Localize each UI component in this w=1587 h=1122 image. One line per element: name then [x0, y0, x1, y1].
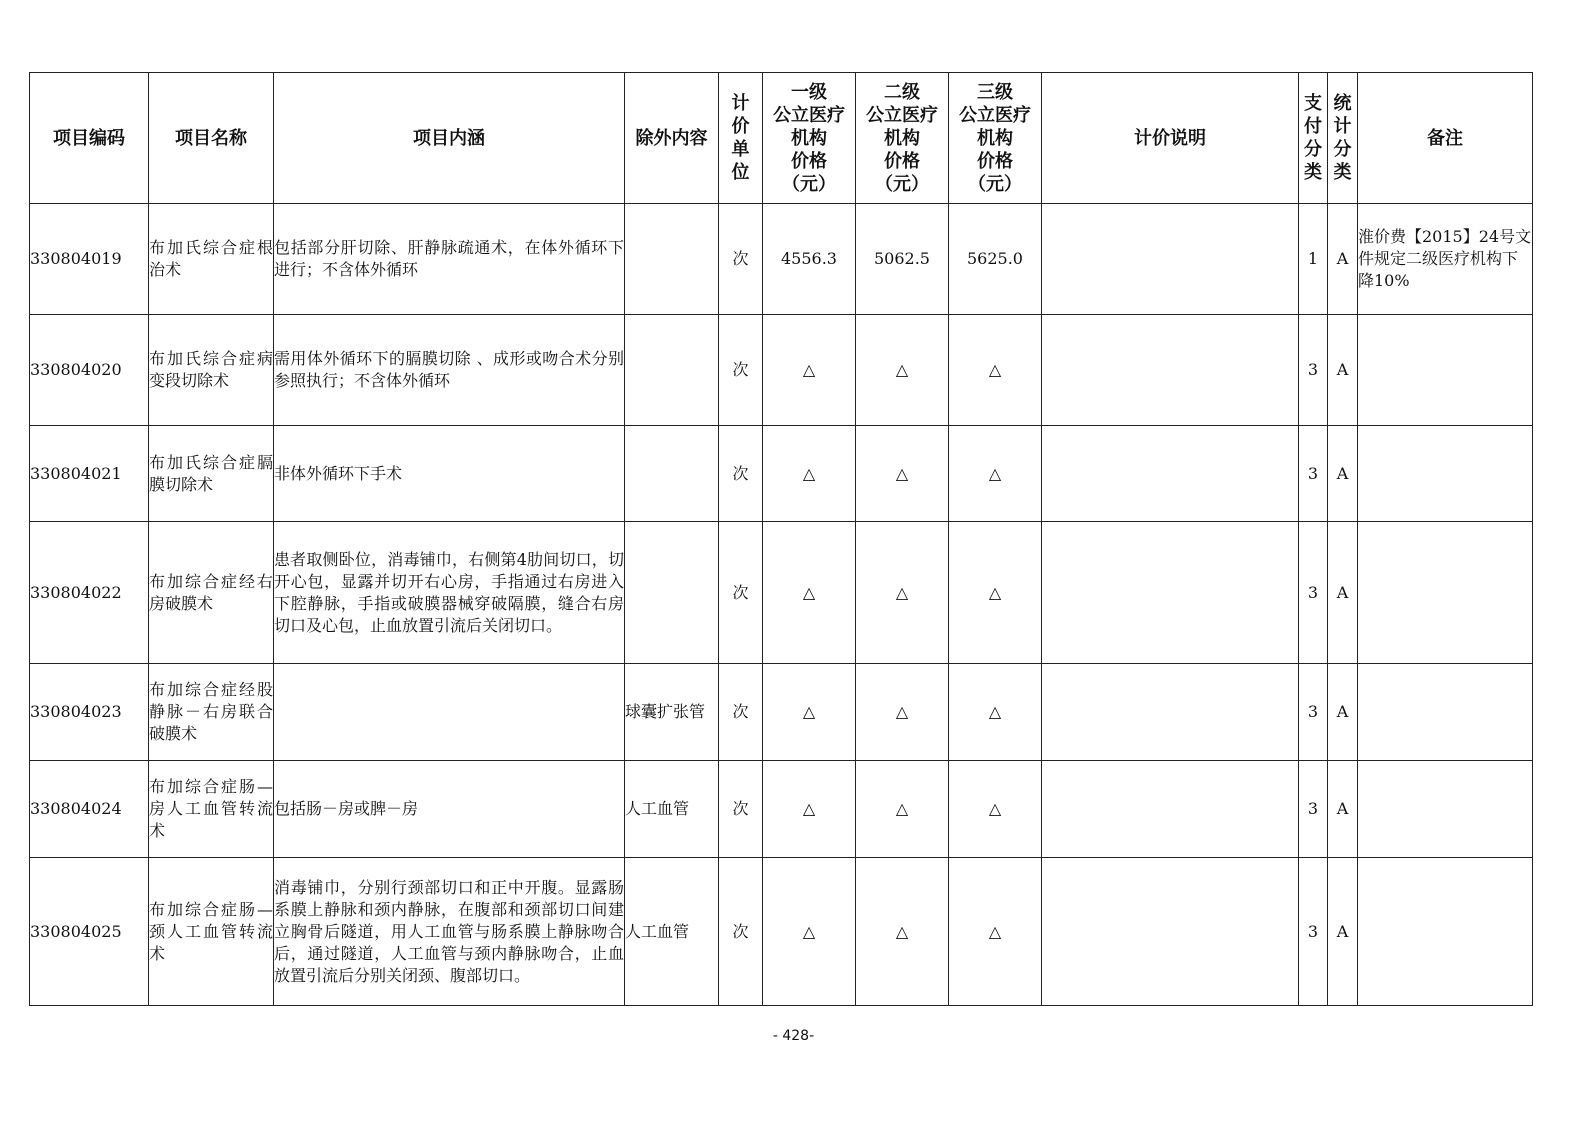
cell-code: 330804024 — [30, 761, 149, 858]
cell-pricing-note — [1042, 426, 1299, 522]
cell-stat-category: A — [1328, 858, 1358, 1006]
cell-unit: 次 — [719, 858, 763, 1006]
cell-price-level2: 5062.5 — [856, 204, 949, 315]
cell-content: 患者取侧卧位，消毒铺巾，右侧第4肋间切口，切开心包，显露并切开右心房，手指通过右房进入下腔静脉，手指或破膜器械穿破隔膜，缝合右房切口及心包，止血放置引流后关闭切口。 — [274, 522, 625, 664]
cell-content: 包括部分肝切除、肝静脉疏通术，在体外循环下进行；不含体外循环 — [274, 204, 625, 315]
cell-remarks — [1358, 522, 1533, 664]
table-row — [30, 426, 1533, 522]
header-row — [30, 73, 1533, 204]
cell-price-level1: △ — [763, 858, 856, 1006]
cell-price-level1: △ — [763, 426, 856, 522]
cell-price-level2: △ — [856, 522, 949, 664]
header-pricing-note: 计价说明 — [1042, 73, 1299, 204]
cell-name: 布加综合症经右房破膜术 — [149, 522, 274, 664]
cell-name: 布加氏综合症膈膜切除术 — [149, 426, 274, 522]
cell-code: 330804019 — [30, 204, 149, 315]
cell-content: 消毒铺巾，分别行颈部切口和正中开腹。显露肠系膜上静脉和颈内静脉，在腹部和颈部切口间建立胸骨后隧道，用人工血管与肠系膜上静脉吻合后，通过隧道，人工血管与颈内静脉吻合，止血放置引流后分别关闭颈、腹部切口。 — [274, 858, 625, 1006]
cell-stat-category: A — [1328, 522, 1358, 664]
cell-price-level3: △ — [949, 664, 1042, 761]
cell-payment-category: 1 — [1299, 204, 1328, 315]
cell-price-level2: △ — [856, 761, 949, 858]
table-row — [30, 522, 1533, 664]
cell-exclusions: 人工血管 — [625, 761, 719, 858]
cell-price-level1: △ — [763, 315, 856, 426]
cell-price-level1: △ — [763, 761, 856, 858]
cell-stat-category: A — [1328, 761, 1358, 858]
cell-price-level3: △ — [949, 426, 1042, 522]
cell-name: 布加综合症肠—颈人工血管转流术 — [149, 858, 274, 1006]
cell-unit: 次 — [719, 664, 763, 761]
table-row — [30, 204, 1533, 315]
cell-price-level1: 4556.3 — [763, 204, 856, 315]
cell-price-level3: △ — [949, 858, 1042, 1006]
cell-payment-category: 3 — [1299, 761, 1328, 858]
cell-stat-category: A — [1328, 204, 1358, 315]
cell-code: 330804020 — [30, 315, 149, 426]
table-row — [30, 761, 1533, 858]
cell-price-level2: △ — [856, 315, 949, 426]
cell-payment-category: 3 — [1299, 315, 1328, 426]
cell-payment-category: 3 — [1299, 858, 1328, 1006]
cell-name: 布加综合症经股静脉－右房联合破膜术 — [149, 664, 274, 761]
page-number: - 428- — [772, 1028, 815, 1044]
cell-unit: 次 — [719, 315, 763, 426]
header-code: 项目编码 — [30, 73, 149, 204]
table-row — [30, 858, 1533, 1006]
cell-pricing-note — [1042, 315, 1299, 426]
cell-unit: 次 — [719, 761, 763, 858]
header-stat-category: 统 计 分 类 — [1328, 73, 1358, 204]
header-price-level1: 一级 公立医疗 机构 价格 （元） — [763, 73, 856, 204]
cell-unit: 次 — [719, 426, 763, 522]
cell-pricing-note — [1042, 522, 1299, 664]
cell-code: 330804025 — [30, 858, 149, 1006]
cell-price-level1: △ — [763, 664, 856, 761]
cell-name: 布加氏综合症根治术 — [149, 204, 274, 315]
cell-content — [274, 664, 625, 761]
cell-exclusions — [625, 315, 719, 426]
header-unit: 计 价 单 位 — [719, 73, 763, 204]
cell-price-level3: △ — [949, 761, 1042, 858]
cell-payment-category: 3 — [1299, 426, 1328, 522]
cell-pricing-note — [1042, 204, 1299, 315]
cell-exclusions — [625, 522, 719, 664]
cell-unit: 次 — [719, 204, 763, 315]
cell-remarks — [1358, 858, 1533, 1006]
cell-name: 布加氏综合症病变段切除术 — [149, 315, 274, 426]
cell-exclusions: 球囊扩张管 — [625, 664, 719, 761]
cell-stat-category: A — [1328, 426, 1358, 522]
cell-price-level2: △ — [856, 858, 949, 1006]
cell-payment-category: 3 — [1299, 664, 1328, 761]
cell-price-level3: △ — [949, 315, 1042, 426]
cell-content: 非体外循环下手术 — [274, 426, 625, 522]
cell-code: 330804022 — [30, 522, 149, 664]
table-row — [30, 664, 1533, 761]
cell-remarks — [1358, 761, 1533, 858]
pricing-table — [29, 72, 1533, 1006]
cell-pricing-note — [1042, 761, 1299, 858]
cell-pricing-note — [1042, 858, 1299, 1006]
header-name: 项目名称 — [149, 73, 274, 204]
cell-price-level2: △ — [856, 664, 949, 761]
cell-remarks — [1358, 315, 1533, 426]
cell-unit: 次 — [719, 522, 763, 664]
table-row — [30, 315, 1533, 426]
cell-price-level1: △ — [763, 522, 856, 664]
cell-exclusions: 人工血管 — [625, 858, 719, 1006]
cell-pricing-note — [1042, 664, 1299, 761]
cell-exclusions — [625, 204, 719, 315]
cell-code: 330804021 — [30, 426, 149, 522]
header-payment-category: 支 付 分 类 — [1299, 73, 1328, 204]
cell-remarks — [1358, 664, 1533, 761]
cell-code: 330804023 — [30, 664, 149, 761]
cell-price-level3: △ — [949, 522, 1042, 664]
header-price-level2: 二级 公立医疗 机构 价格 （元） — [856, 73, 949, 204]
cell-remarks — [1358, 426, 1533, 522]
cell-stat-category: A — [1328, 315, 1358, 426]
cell-stat-category: A — [1328, 664, 1358, 761]
cell-price-level3: 5625.0 — [949, 204, 1042, 315]
cell-payment-category: 3 — [1299, 522, 1328, 664]
header-price-level3: 三级 公立医疗 机构 价格 （元） — [949, 73, 1042, 204]
cell-name: 布加综合症肠—房人工血管转流术 — [149, 761, 274, 858]
cell-content: 包括肠－房或脾－房 — [274, 761, 625, 858]
header-content: 项目内涵 — [274, 73, 625, 204]
cell-exclusions — [625, 426, 719, 522]
cell-price-level2: △ — [856, 426, 949, 522]
cell-remarks: 淮价费【2015】24号文件规定二级医疗机构下降10% — [1358, 204, 1533, 315]
header-exclusions: 除外内容 — [625, 73, 719, 204]
header-remarks: 备注 — [1358, 73, 1533, 204]
cell-content: 需用体外循环下的膈膜切除 、成形或吻合术分别参照执行；不含体外循环 — [274, 315, 625, 426]
